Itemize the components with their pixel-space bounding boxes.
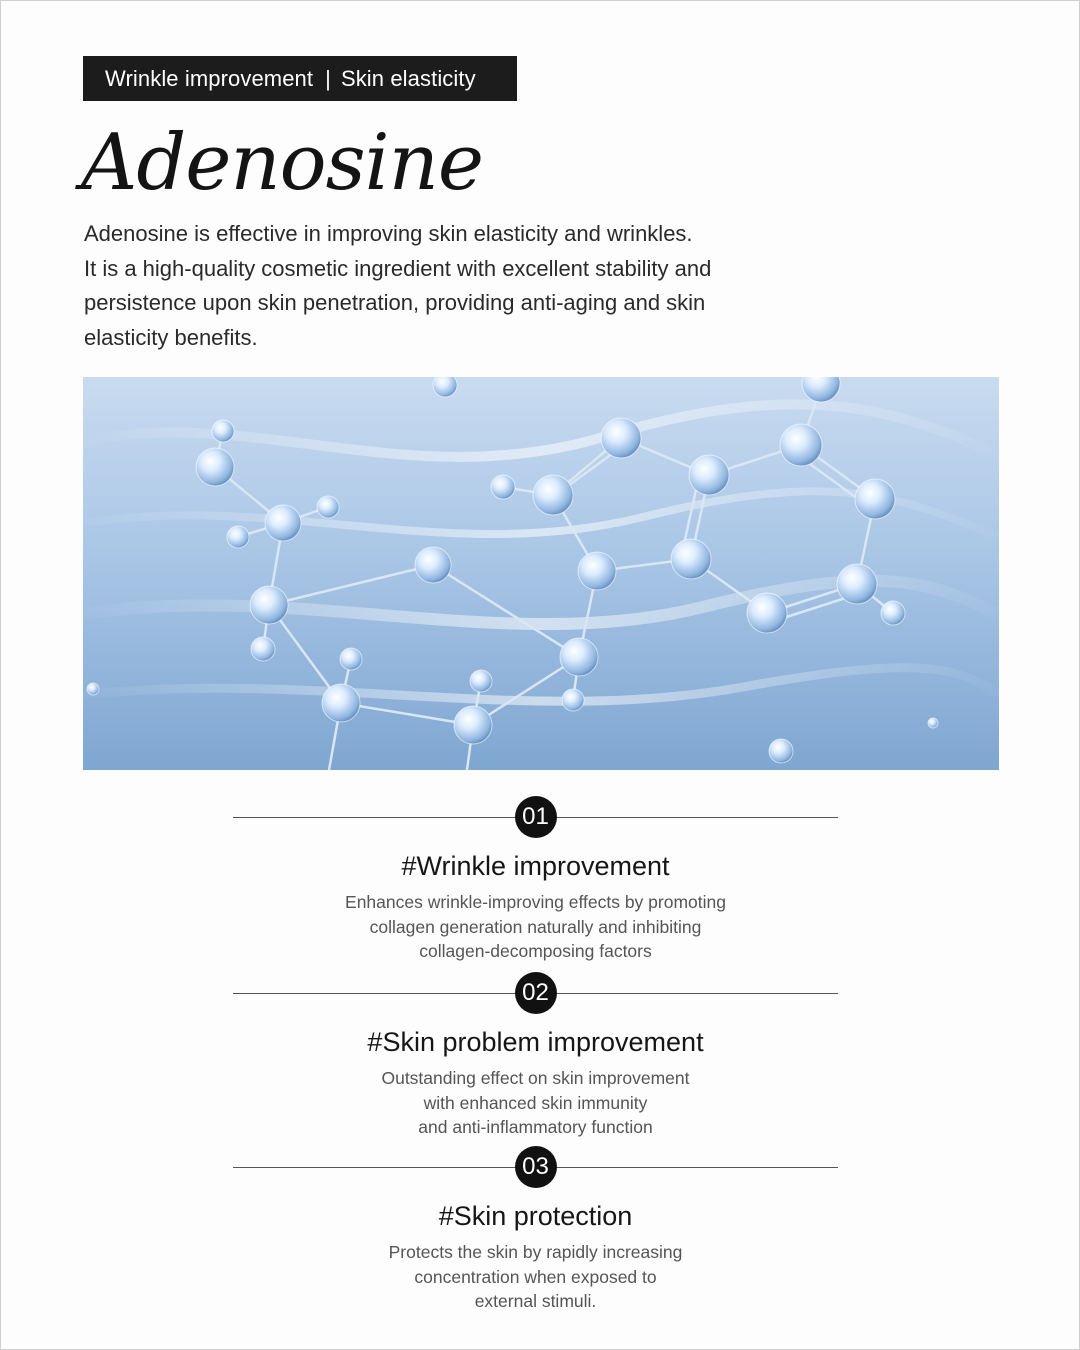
intro-line: persistence upon skin penetration, providing anti-aging and skin (84, 290, 706, 315)
feature-title: #Skin problem improvement (367, 1027, 704, 1057)
intro-paragraph (84, 217, 804, 355)
feature-number-badge: 01 (515, 796, 557, 838)
intro-line: elasticity benefits. (84, 324, 258, 350)
page-title: Adenosine (81, 118, 483, 208)
feature-skin-problem-improvement (233, 972, 838, 1140)
feature-description-line: with enhanced skin immunity (423, 1092, 648, 1113)
tag-wrinkle-improvement: Wrinkle improvement (105, 65, 314, 91)
molecule-hero-image (83, 377, 999, 770)
feature-description-line: Outstanding effect on skin improvement (381, 1068, 690, 1088)
feature-description (233, 1066, 838, 1140)
feature-number-badge: 03 (515, 1146, 557, 1188)
intro-line: It is a high-quality cosmetic ingredient with excellent stability and (84, 255, 712, 281)
category-tag-bar (83, 56, 517, 101)
tag-skin-elasticity: Skin elasticity (340, 65, 476, 91)
feature-description-line: Protects the skin by rapidly increasing (388, 1242, 683, 1262)
feature-description (233, 1240, 838, 1314)
feature-description-line: and anti-inflammatory function (418, 1117, 653, 1137)
molecule-illustration (83, 377, 999, 770)
feature-title: #Wrinkle improvement (401, 851, 670, 881)
feature-description-line: external stimuli. (474, 1291, 597, 1311)
feature-skin-protection (233, 1146, 838, 1314)
feature-description (233, 890, 838, 964)
feature-description-line: collagen-decomposing factors (419, 941, 652, 961)
intro-line: Adenosine is effective in improving skin elasticity and wrinkles. (84, 221, 693, 246)
tag-separator: | (325, 65, 331, 91)
feature-description-line: Enhances wrinkle-improving effects by promoting (345, 892, 726, 912)
feature-number-badge: 02 (515, 972, 557, 1014)
feature-description-line: concentration when exposed to (414, 1266, 657, 1287)
feature-wrinkle-improvement (233, 796, 838, 964)
feature-description-line: collagen generation naturally and inhibiting (369, 916, 702, 937)
feature-title: #Skin protection (438, 1201, 633, 1231)
